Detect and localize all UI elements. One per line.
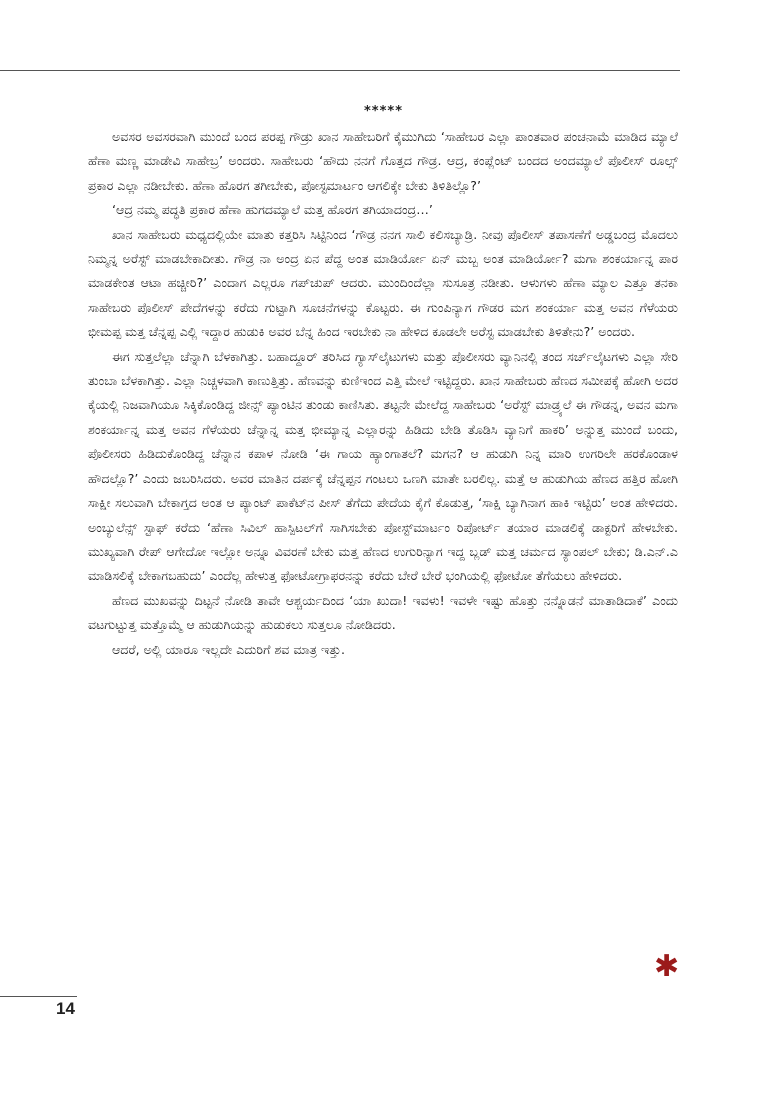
story-body: [88, 125, 678, 662]
paragraph-4: ಈಗ ಸುತ್ತಲೆಲ್ಲಾ ಚೆನ್ನಾಗಿ ಬೆಳಕಾಗಿತ್ತು. ಬಹಾದ್ದೂರ್ ತರಿಸಿದ ಗ್ಯಾಸ್‌ಲೈಟುಗಳು ಮತ್ತು ಪೊಲೀಸರು ವ್ಯಾನಿನಲ್ಲಿ ತಂದ ಸರ್ಚ್‌ಲೈಟಗಳು ಎಲ್ಲಾ ಸೇರಿ ತುಂಬಾ ಬೆಳಕಾಗಿತ್ತು. ಎಲ್ಲಾ ನಿಚ್ಚಳವಾಗಿ ಕಾಣುತ್ತಿತ್ತು. ಹೆಣವನ್ನು ಕುಣಿಇಂದ ಎತ್ತಿ ಮೇಲೆ ಇಟ್ಟಿದ್ದರು. ಖಾನ ಸಾಹೇಬರು ಹೆಣದ ಸಮೀಪಕ್ಕೆ ಹೋಗಿ ಅದರ ಕೈಯಲ್ಲಿ ನಿಜವಾಗಿಯೂ ಸಿಕ್ಕಿಕೊಂಡಿದ್ದ ಜೀನ್ಸ್ ಪ್ಯಾಂಟಿನ ತುಂಡು ಕಾಣಿಸಿತು. ತಟ್ಟನೇ ಮೇಲೆದ್ದ ಸಾಹೇಬರು ‘ಅರೆಸ್ಟ್ ಮಾಡ್ರ್ಯಲೆ ಈ ಗೌಡನ್ನ, ಅವನ ಮಗಾ ಶಂಕರ್ಯಾನ್ನ ಮತ್ತ ಅವನ ಗೆಳೆಯರು ಚೆನ್ನಾನ್ನ ಮತ್ತ ಭೀಮ್ಯಾನ್ನ ಎಲ್ಲಾರನ್ನು ಹಿಡಿದು ಬೇಡಿ ತೊಡಿಸಿ ವ್ಯಾನಿಗೆ ಹಾಕರಿ’ ಅನ್ನುತ್ತ ಮುಂದೆ ಬಂದು, ಪೊಲೀಸರು ಹಿಡಿದುಕೊಂಡಿದ್ದ ಚೆನ್ನಾನ ಕಪಾಳ ನೋಡಿ ‘ಈ ಗಾಯ ಹ್ಯಾಂಗಾತಲೆ? ಮಗನ? ಆ ಹುಡುಗಿ ನಿನ್ನ ಮಾರಿ ಉಗರಿಲೇ ಹರಕೊಂಡಾಳ ಹೌದಲ್ಲೊ?’ ಎಂದು ಜಬರಿಸಿದರು. ಅವರ ಮಾತಿನ ದರ್ಪಕ್ಕೆ ಚೆನ್ನಪ್ಪನ ಗಂಟಲು ಒಣಗಿ ಮಾತೇ ಬರಲಿಲ್ಲ. ಮತ್ತೆ ಆ ಹುಡುಗಿಯ ಹೆಣದ ಹತ್ತಿರ ಹೋಗಿ ಸಾಕ್ಷೀ ಸಲುವಾಗಿ ಬೇಕಾಗ್ತದ ಅಂತ ಆ ಪ್ಯಾಂಟ್ ಪಾಕೆಟ್‌ನ ಪೀಸ್ ತೆಗೆದು ಪೇದೆಯ ಕೈಗೆ ಕೊಡುತ್ತ, ‘ಸಾಕ್ಷಿ ಬ್ಯಾಗಿನಾಗ ಹಾಕಿ ಇಟ್ಟಿರು’ ಅಂತ ಹೇಳಿದರು. ಅಂಬ್ಯುಲೆನ್ಸ್ ಸ್ಟಾಫ್ ಕರೆದು ‘ಹೆಣಾ ಸಿವಿಲ್ ಹಾಸ್ಪಿಟಲ್‌ಗೆ ಸಾಗಿಸಬೇಕು ಪೋಸ್ಟ್‌ಮಾರ್ಟಂ ರಿಪೋರ್ಟ್ ತಯಾರ ಮಾಡಲಿಕ್ಕೆ ಡಾಕ್ಟರಿಗೆ ಹೇಳಬೇಕು. ಮುಖ್ಯವಾಗಿ ರೇಪ್ ಆಗೇದೋ ಇಲ್ಲೋ ಅನ್ನೂ ವಿವರಣೆ ಬೇಕು ಮತ್ತ ಹೆಣದ ಉಗುರಿನ್ಯಾಗ ಇದ್ದ ಬ್ಲಡ್ ಮತ್ತ ಚರ್ಮದ ಸ್ಯಾಂಪಲ್ ಬೇಕು; ಡಿ.ಎನ್.ಎ ಮಾಡಿಸಲಿಕ್ಕೆ ಬೇಕಾಗಬಹುದು’ ಎಂದೆಲ್ಲ ಹೇಳುತ್ತ ಫೋಟೋಗ್ರಾಫರನನ್ನು ಕರೆದು ಬೇರೆ ಬೇರೆ ಭಂಗಿಯಲ್ಲಿ ಫೋಟೋ ತೆಗೆಯಲು ಹೇಳಿದರು.: [88, 348, 678, 584]
paragraph-2: ‘ಆದ್ರ ನಮ್ಮ ಪದ್ಧತಿ ಪ್ರಕಾರ ಹೆಣಾ ಹುಗದಮ್ಯಾಲೆ ಮತ್ತ ಹೊರಗ ತಗಿಯಾದಂದ್ರ…’: [112, 202, 433, 218]
footer-rule: [0, 996, 77, 997]
end-star-icon: ✱: [654, 949, 680, 984]
paragraph-3: ಖಾನ ಸಾಹೇಬರು ಮಧ್ಯದಲ್ಲಿಯೇ ಮಾತು ಕತ್ತರಿಸಿ ಸಿಟ್ಟಿನಿಂದ ‘ಗೌಡ್ರ ನನಗ ಸಾಲಿ ಕಲಿಸಬ್ಯಾಡ್ರಿ. ನೀವು ಪೊಲೀಸ್ ತಪಾಸಣೆಗೆ ಅಡ್ಡಬಂದ್ರ ಮೊದಲು ನಿಮ್ಮನ್ನ ಅರೆಸ್ಟ್ ಮಾಡಬೇಕಾದೀತು. ಗೌಡ್ರ ನಾ ಅಂದ್ರ ಏನ ಪೆದ್ದ ಅಂತ ಮಾಡಿರ್ಯೋ ಏನ್ ಮಬ್ಬ ಅಂತ ಮಾಡಿರ್ಯೋ? ಮಗಾ ಶಂಕರ್ಯಾನ್ನ ಪಾರ ಮಾಡಕೇಂತ ಆಟಾ ಹಚ್ಚೀರಿ?’ ಎಂದಾಗ ಎಲ್ಲರೂ ಗಪ್‌ಚುಪ್ ಆದರು. ಮುಂದಿಂದೆಲ್ಲಾ ಸುಸೂತ್ರ ನಡೀತು. ಆಳುಗಳು ಹೆಣಾ ಮ್ಯಾಲ ಎತ್ತೂ ತನಕಾ ಸಾಹೇಬರು ಪೊಲೀಸ್ ಪೇದೆಗಳನ್ನು ಕರೆದು ಗುಟ್ಟಾಗಿ ಸೂಚನೆಗಳನ್ನು ಕೊಟ್ಟರು. ಈ ಗುಂಪಿನ್ಯಾಗ ಗೌಡರ ಮಗ ಶಂಕರ್ಯಾ ಮತ್ತ ಅವನ ಗೆಳೆಯರು ಭೀಮಪ್ಪ ಮತ್ತ ಚೆನ್ನಪ್ಪ ಎಲ್ಲಿ ಇದ್ದಾರ ಹುಡುಕಿ ಅವರ ಬೆನ್ನ ಹಿಂದ ಇರಬೇಕು ನಾ ಹೇಳಿದ ಕೂಡಲೇ ಅರೆಸ್ಟ ಮಾಡಬೇಕು ತಿಳಿತೇನು?’ ಅಂದರು.: [88, 226, 678, 340]
section-separator: *****: [364, 104, 403, 119]
paragraph-6: ಆದರೆ, ಅಲ್ಲಿ ಯಾರೂ ಇಲ್ಲದೇ ಎದುರಿಗೆ ಶವ ಮಾತ್ರ ಇತ್ತು.: [112, 641, 345, 657]
paragraph-5: ಹೆಣದ ಮುಖವನ್ನು ದಿಟ್ಟನೆ ನೋಡಿ ತಾವೇ ಆಶ್ಚರ್ಯದಿಂದ ‘ಯಾ ಖುದಾ! ಇವಳು! ಇವಳೇ ಇಷ್ಟು ಹೊತ್ತು ನನ್ನೊಡನೆ ಮಾತಾಡಿದಾಕೆ’ ಎಂದು ವಟಗುಟ್ಟುತ್ತ ಮತ್ತೊಮ್ಮೆ ಆ ಹುಡುಗಿಯನ್ನು ಹುಡುಕಲು ಸುತ್ತಲೂ ನೋಡಿದರು.: [88, 592, 678, 633]
top-rule: [0, 70, 680, 71]
paragraph-1: ಅವಸರ ಅವಸರವಾಗಿ ಮುಂದೆ ಬಂದ ಪರಪ್ಪ ಗೌಡ್ರು ಖಾನ ಸಾಹೇಬರಿಗೆ ಕೈಮುಗಿದು ‘ಸಾಹೇಬರ ಎಲ್ಲಾ ಪಾಂತವಾರ ಪಂಚನಾಮೆ ಮಾಡಿದ ಮ್ಯಾಲೆ ಹೆಣಾ ಮಣ್ಣ ಮಾಡೇವಿ ಸಾಹೇಬ್ರ’ ಅಂದರು. ಸಾಹೇಬರು ‘ಹೌದು ನನಗೆ ಗೊತ್ತದ ಗೌಡ್ರ. ಆದ್ರ, ಕಂಪ್ಲೆಂಟ್ ಬಂದದ ಅಂದಮ್ಯಾಲೆ ಪೊಲೀಸ್ ರೂಲ್ಸ್ ಪ್ರಕಾರ ಎಲ್ಲಾ ನಡೀಬೇಕು. ಹೆಣಾ ಹೊರಗ ತಗೀಬೇಕು, ಪೋಸ್ಟಮಾರ್ಟಂ ಆಗಲಿಕ್ಕೇ ಬೇಕು ತಿಳಿತಿಲ್ಲೊ?’: [88, 129, 678, 193]
page-number: 14: [56, 999, 75, 1018]
